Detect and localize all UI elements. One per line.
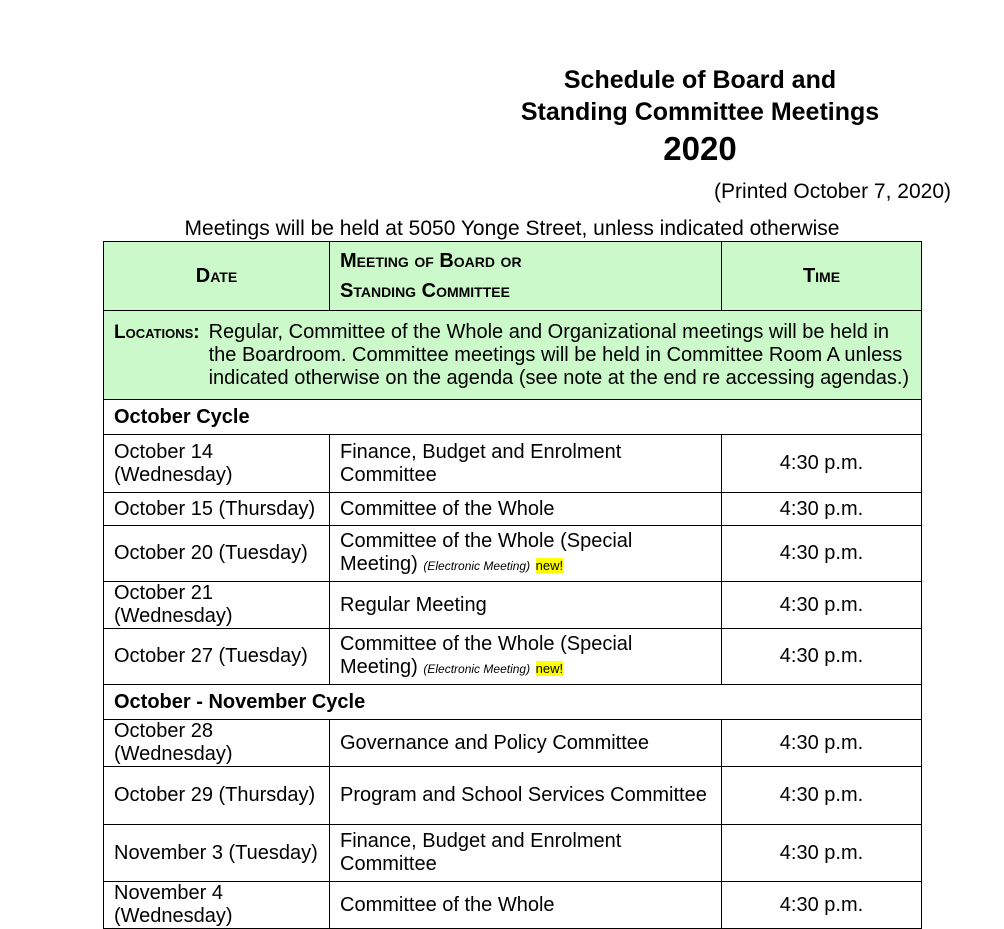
- cycle-heading-october: [104, 400, 922, 435]
- table-row: [104, 629, 922, 685]
- table-row: [104, 493, 922, 526]
- row-time: 4:30 p.m.: [722, 526, 922, 582]
- row-meeting: Finance, Budget and Enrolment Committee: [330, 825, 722, 882]
- header-meeting-line-2: Standing Committee: [340, 280, 510, 302]
- row-date: November 3 (Tuesday): [104, 825, 330, 882]
- row-meeting-cell: [330, 526, 722, 582]
- row-date: October 28 (Wednesday): [104, 720, 330, 767]
- row-time: 4:30 p.m.: [722, 882, 922, 929]
- locations-row: [104, 311, 922, 400]
- schedule-table: [103, 241, 922, 929]
- header-meeting: [330, 242, 722, 311]
- row-meeting: Regular Meeting: [330, 582, 722, 629]
- locations-label: Locations:: [114, 321, 200, 343]
- row-meeting: Committee of the Whole (Special Meeting): [340, 529, 633, 575]
- table-row: [104, 720, 922, 767]
- row-time: 4:30 p.m.: [722, 767, 922, 825]
- row-date: November 4 (Wednesday): [104, 882, 330, 929]
- electronic-meeting-note: (Electronic Meeting): [423, 661, 531, 676]
- row-meeting: Committee of the Whole: [330, 493, 722, 526]
- cycle-label: October - November Cycle: [104, 685, 922, 720]
- row-date: October 21 (Wednesday): [104, 582, 330, 629]
- row-date: October 29 (Thursday): [104, 767, 330, 825]
- row-meeting: Committee of the Whole (Special Meeting): [340, 632, 633, 678]
- row-meeting: Committee of the Whole: [330, 882, 722, 929]
- row-time: 4:30 p.m.: [722, 582, 922, 629]
- table-header-row: [104, 242, 922, 311]
- row-meeting-cell: [330, 629, 722, 685]
- electronic-meeting-note: (Electronic Meeting): [423, 558, 531, 573]
- locations-text: Regular, Committee of the Whole and Organizational meetings will be held in the Boardroom. Committee meetings will be held in Committee Room A unless indicated otherwise on the agenda (see note at the end re accessing agendas.): [208, 320, 910, 389]
- title-year: 2020: [663, 130, 737, 167]
- table-row: [104, 882, 922, 929]
- table-row: [104, 582, 922, 629]
- new-badge: new!: [535, 557, 564, 573]
- cycle-heading-october-november: [104, 685, 922, 720]
- table-row: [104, 767, 922, 825]
- table-row: [104, 526, 922, 582]
- row-meeting: Governance and Policy Committee: [330, 720, 722, 767]
- table-row: [104, 435, 922, 493]
- row-date: October 20 (Tuesday): [104, 526, 330, 582]
- row-time: 4:30 p.m.: [722, 629, 922, 685]
- row-time: 4:30 p.m.: [722, 435, 922, 493]
- row-time: 4:30 p.m.: [722, 493, 922, 526]
- row-time: 4:30 p.m.: [722, 825, 922, 882]
- new-badge: new!: [535, 660, 564, 676]
- row-meeting: Finance, Budget and Enrolment Committee: [330, 435, 722, 493]
- title-line-2: Standing Committee Meetings: [520, 98, 880, 126]
- row-meeting: Program and School Services Committee: [330, 767, 722, 825]
- document-title: [440, 64, 960, 170]
- row-date: October 27 (Tuesday): [104, 629, 330, 685]
- header-meeting-line-1: Meeting of Board or: [340, 250, 522, 272]
- row-date: October 15 (Thursday): [104, 493, 330, 526]
- printed-date: (Printed October 7, 2020): [714, 180, 951, 203]
- cycle-label: October Cycle: [104, 400, 922, 435]
- venue-note: Meetings will be held at 5050 Yonge Street, unless indicated otherwise: [184, 217, 840, 240]
- table-row: [104, 825, 922, 882]
- row-date: October 14 (Wednesday): [104, 435, 330, 493]
- header-time: Time: [722, 242, 922, 311]
- title-line-1: Schedule of Board and: [563, 66, 837, 94]
- header-date: Date: [104, 242, 330, 311]
- row-time: 4:30 p.m.: [722, 720, 922, 767]
